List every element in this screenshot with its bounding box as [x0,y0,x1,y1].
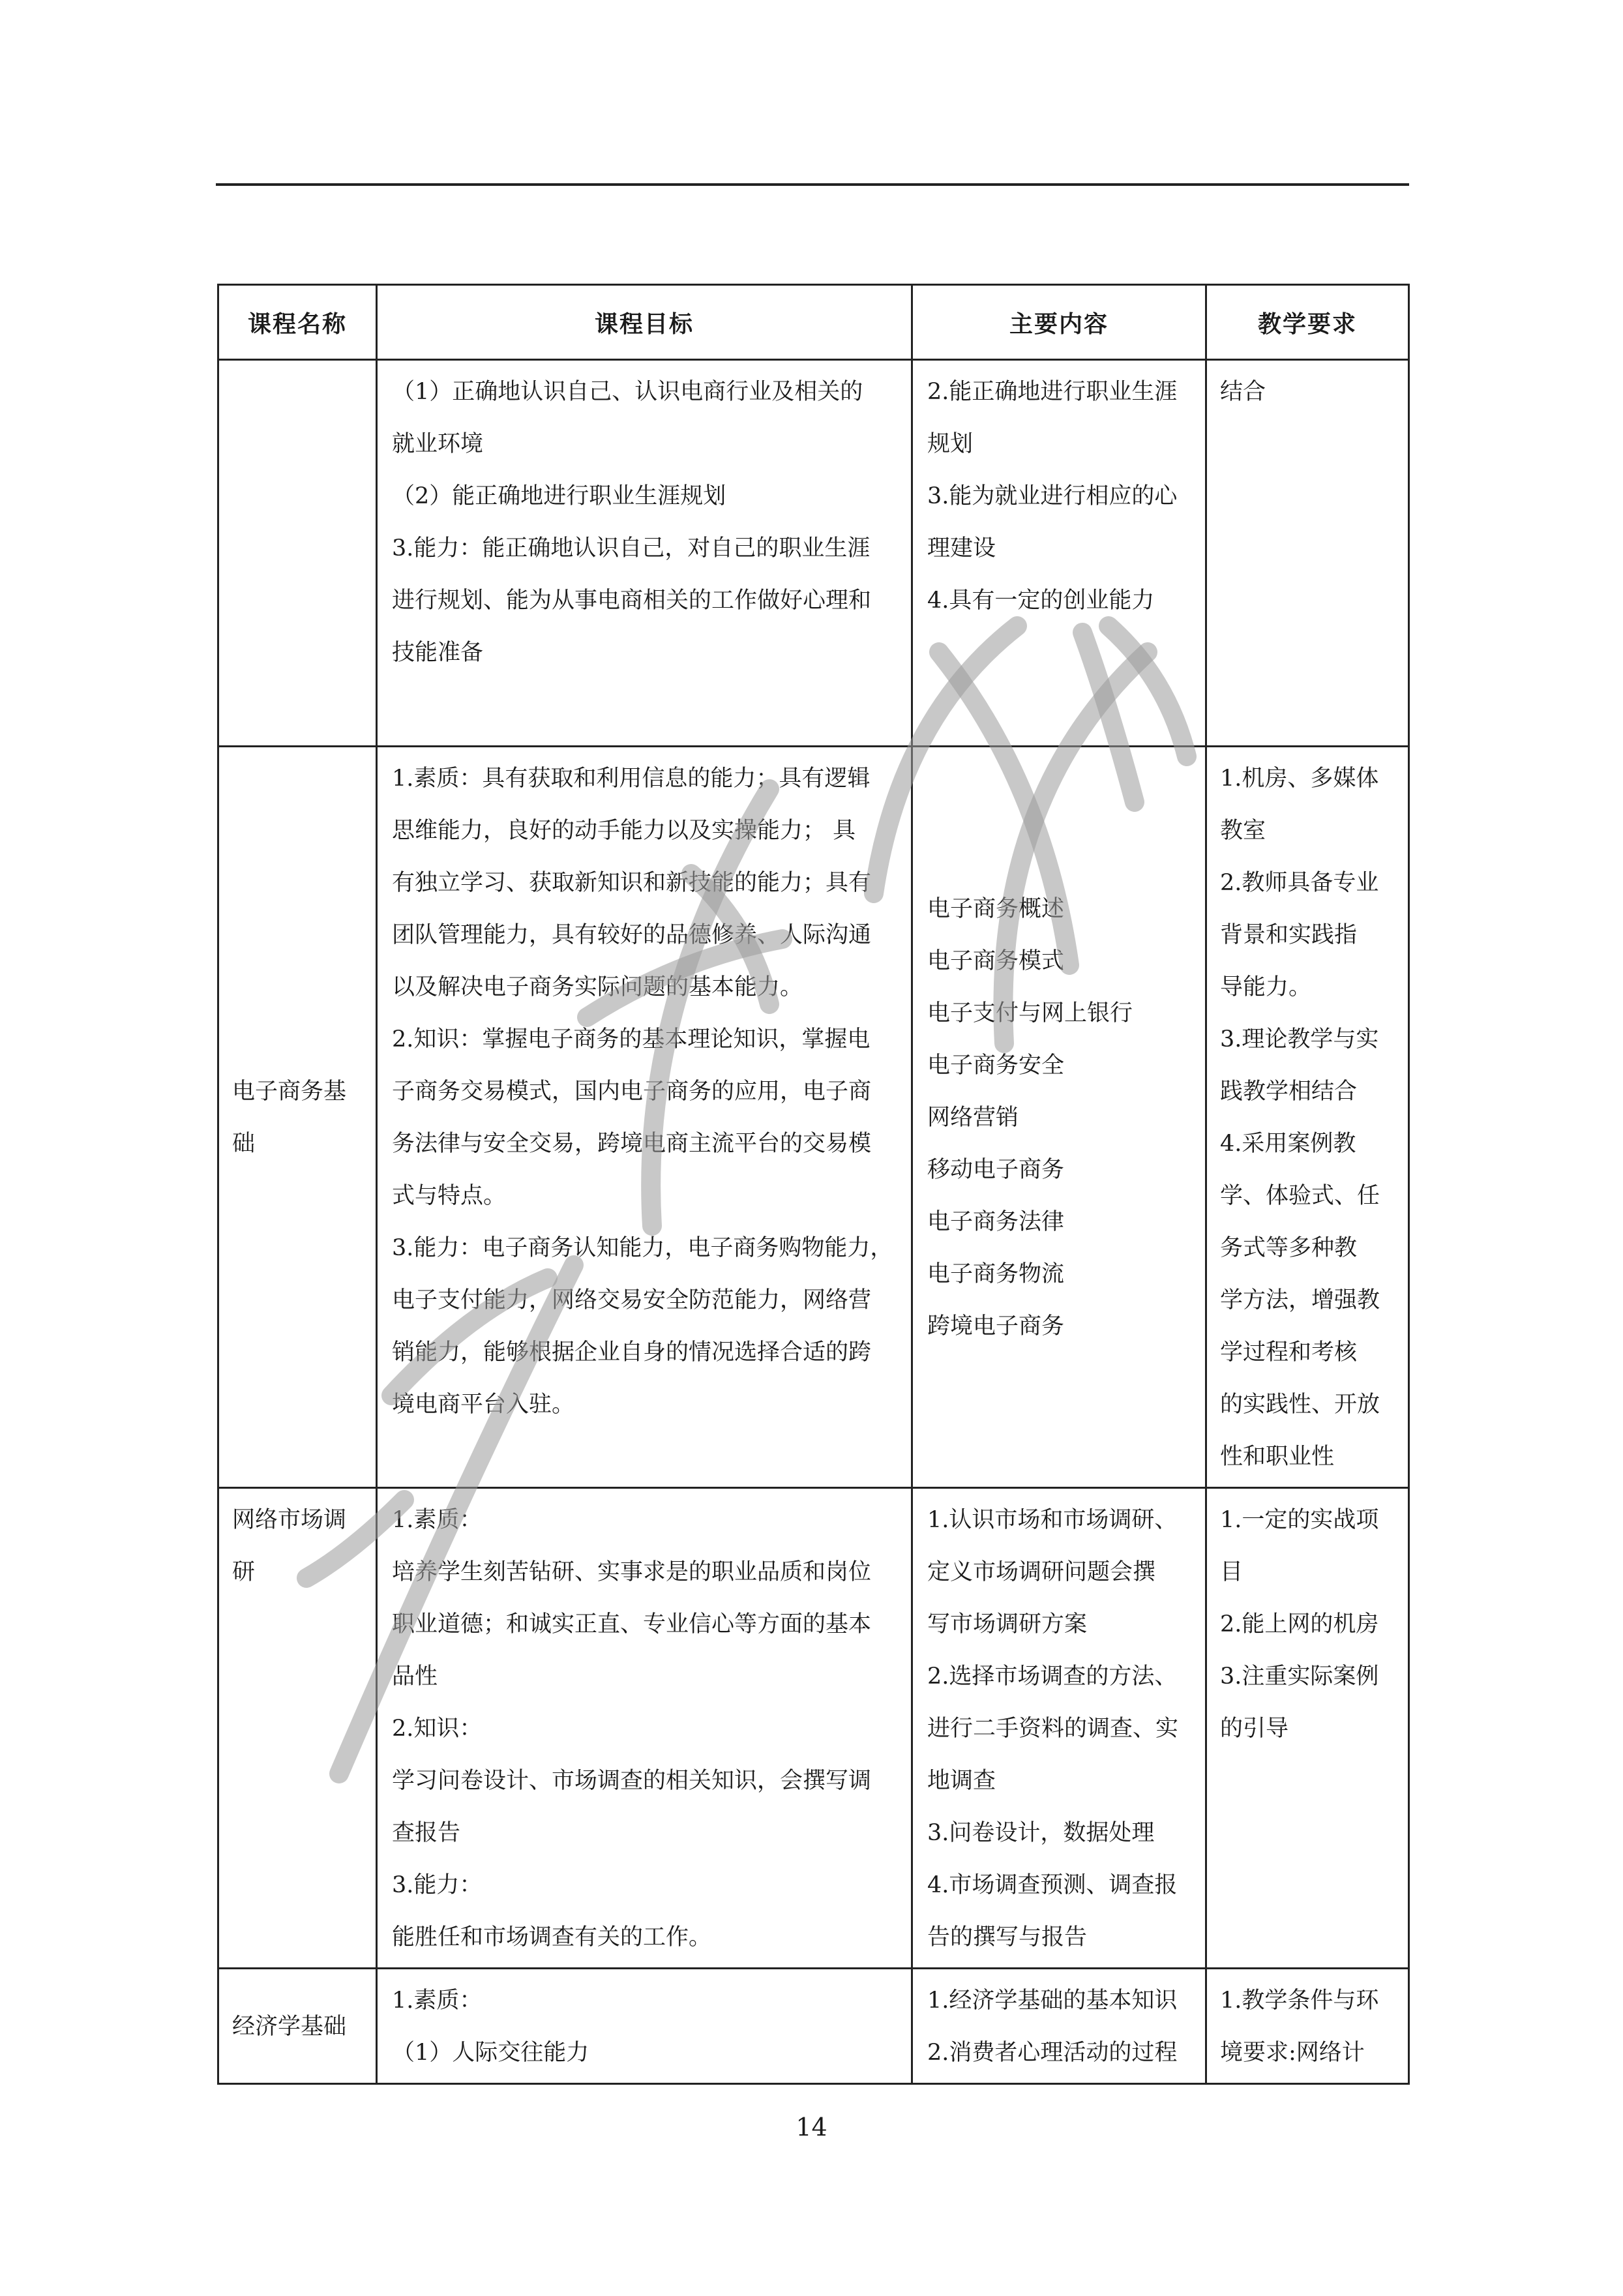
content-line: 定义市场调研问题会撰 [927,1559,1156,1585]
header-rule [216,183,1409,186]
content-line: 电子商务法律 [927,1209,1065,1235]
course-goals-cell [377,1969,912,2084]
content-line: 进行二手资料的调查、实 [927,1716,1179,1742]
course-name-cell [218,1488,377,1969]
goals-line: 品性 [392,1663,438,1690]
content-line: 4.具有一定的创业能力 [927,588,1155,614]
header-teaching-requirements: 教学要求 [1206,285,1409,360]
content-line: 理建设 [927,535,996,561]
requirements-line: 1.一定的实战项 [1220,1507,1379,1533]
goals-line: （2）能正确地进行职业生涯规划 [392,483,726,509]
course-name-cell [218,360,377,747]
goals-line: 进行规划、能为从事电商相关的工作做好心理和 [392,588,872,614]
teaching-requirements-cell [1206,360,1409,747]
goals-line: 3.能力： [392,1872,483,1898]
goals-line: 2.知识： [392,1716,483,1742]
course-table [217,284,1410,2085]
content-line: 2.消费者心理活动的过程 [927,2040,1178,2066]
requirements-line: 背景和实践指 [1220,922,1358,948]
goals-line: （1）正确地认识自己、认识电商行业及相关的 [392,379,863,405]
course-name-cell [218,1969,377,2084]
course-name-line: 础 [232,1131,256,1157]
page-number: 14 [796,2113,827,2141]
table-row [218,747,1409,1488]
goals-line: 团队管理能力，具有较好的品德修养、人际沟通 [392,922,872,948]
content-line: 电子商务物流 [927,1261,1065,1287]
requirements-line: 4.采用案例教 [1220,1131,1356,1157]
course-name-cell [218,747,377,1488]
goals-line: 职业道德；和诚实正直、专业信心等方面的基本 [392,1611,872,1637]
requirements-line: 目 [1220,1559,1243,1585]
goals-line: 式与特点。 [392,1183,507,1209]
header-main-content: 主要内容 [912,285,1206,360]
requirements-line: 结合 [1220,379,1266,405]
content-line: 3.能为就业进行相应的心 [927,483,1178,509]
requirements-line: 的引导 [1220,1716,1289,1742]
goals-line: 3.能力：电子商务认知能力，电子商务购物能力， [392,1235,893,1261]
requirements-line: 1.教学条件与环 [1220,1988,1379,2014]
content-line: 电子支付与网上银行 [927,1000,1133,1026]
main-content-cell [912,747,1206,1488]
header-course-name: 课程名称 [218,285,377,360]
content-line: 规划 [927,431,974,457]
goals-line: 能胜任和市场调查有关的工作。 [392,1924,712,1950]
teaching-requirements-cell [1206,1488,1409,1969]
main-content-cell [912,360,1206,747]
course-goals-cell [377,747,912,1488]
goals-line: 电子支付能力，网络交易安全防范能力，网络营 [392,1287,872,1313]
requirements-line: 境要求:网络计 [1220,2040,1365,2066]
goals-line: 查报告 [392,1820,461,1846]
goals-line: 有独立学习、获取新知识和新技能的能力；具有 [392,870,872,896]
goals-line: （1）人际交往能力 [392,2040,589,2066]
goals-line: 子商务交易模式，国内电子商务的应用，电子商 [392,1079,872,1105]
content-line: 1.认识市场和市场调研、 [927,1507,1178,1533]
course-goals-cell [377,1488,912,1969]
requirements-line: 务式等多种教 [1220,1235,1358,1261]
requirements-line: 学、体验式、任 [1220,1183,1380,1209]
main-content-cell [912,1488,1206,1969]
content-line: 2.能正确地进行职业生涯 [927,379,1178,405]
header-course-goals: 课程目标 [377,285,912,360]
requirements-line: 2.教师具备专业 [1220,870,1379,896]
requirements-line: 学过程和考核 [1220,1339,1358,1365]
requirements-line: 教室 [1220,818,1266,844]
main-content-cell [912,1969,1206,2084]
table-header-row [218,285,1409,360]
course-name-line: 网络市场调 [232,1507,347,1533]
content-line: 地调查 [927,1768,996,1794]
goals-line: 思维能力，良好的动手能力以及实操能力； 具 [392,818,856,844]
content-line: 3.问卷设计，数据处理 [927,1820,1155,1846]
requirements-line: 导能力。 [1220,974,1312,1000]
content-line: 跨境电子商务 [927,1313,1065,1339]
goals-line: 2.知识：掌握电子商务的基本理论知识，掌握电 [392,1026,871,1052]
goals-line: 技能准备 [392,640,484,666]
goals-line: 境电商平台入驻。 [392,1392,575,1418]
goals-line: 务法律与安全交易，跨境电商主流平台的交易模 [392,1131,872,1157]
content-line: 电子商务安全 [927,1052,1065,1079]
content-line: 移动电子商务 [927,1157,1065,1183]
goals-line: 以及解决电子商务实际问题的基本能力。 [392,974,803,1000]
requirements-line: 践教学相结合 [1220,1079,1358,1105]
goals-line: 3.能力：能正确地认识自己，对自己的职业生涯 [392,535,871,561]
requirements-line: 3.理论教学与实 [1220,1026,1379,1052]
requirements-line: 3.注重实际案例 [1220,1663,1379,1690]
goals-line: 1.素质： [392,1507,483,1533]
teaching-requirements-cell [1206,1969,1409,2084]
table-row [218,360,1409,747]
goals-line: 就业环境 [392,431,484,457]
course-name-line: 研 [232,1559,256,1585]
table-row [218,1488,1409,1969]
goals-line: 1.素质： [392,1988,483,2014]
goals-line: 学习问卷设计、市场调查的相关知识，会撰写调 [392,1768,872,1794]
content-line: 4.市场调查预测、调查报 [927,1872,1178,1898]
goals-line: 1.素质：具有获取和利用信息的能力；具有逻辑 [392,766,871,792]
teaching-requirements-cell [1206,747,1409,1488]
content-line: 电子商务模式 [927,948,1065,974]
requirements-line: 学方法，增强教 [1220,1287,1380,1313]
requirements-line: 的实践性、开放 [1220,1392,1380,1418]
content-line: 2.选择市场调查的方法、 [927,1663,1178,1690]
requirements-line: 性和职业性 [1220,1444,1335,1470]
content-line: 1.经济学基础的基本知识 [927,1988,1178,2014]
content-line: 写市场调研方案 [927,1611,1088,1637]
content-line: 电子商务概述 [927,896,1065,922]
content-line: 告的撰写与报告 [927,1924,1088,1950]
requirements-line: 1.机房、多媒体 [1220,766,1379,792]
goals-line: 培养学生刻苦钻研、实事求是的职业品质和岗位 [392,1559,872,1585]
table-row [218,1969,1409,2084]
goals-line: 销能力，能够根据企业自身的情况选择合适的跨 [392,1339,872,1365]
course-name-line: 经济学基础 [232,2014,347,2040]
requirements-line: 2.能上网的机房 [1220,1611,1379,1637]
content-line: 网络营销 [927,1105,1019,1131]
course-name-line: 电子商务基 [232,1079,347,1105]
course-goals-cell [377,360,912,747]
